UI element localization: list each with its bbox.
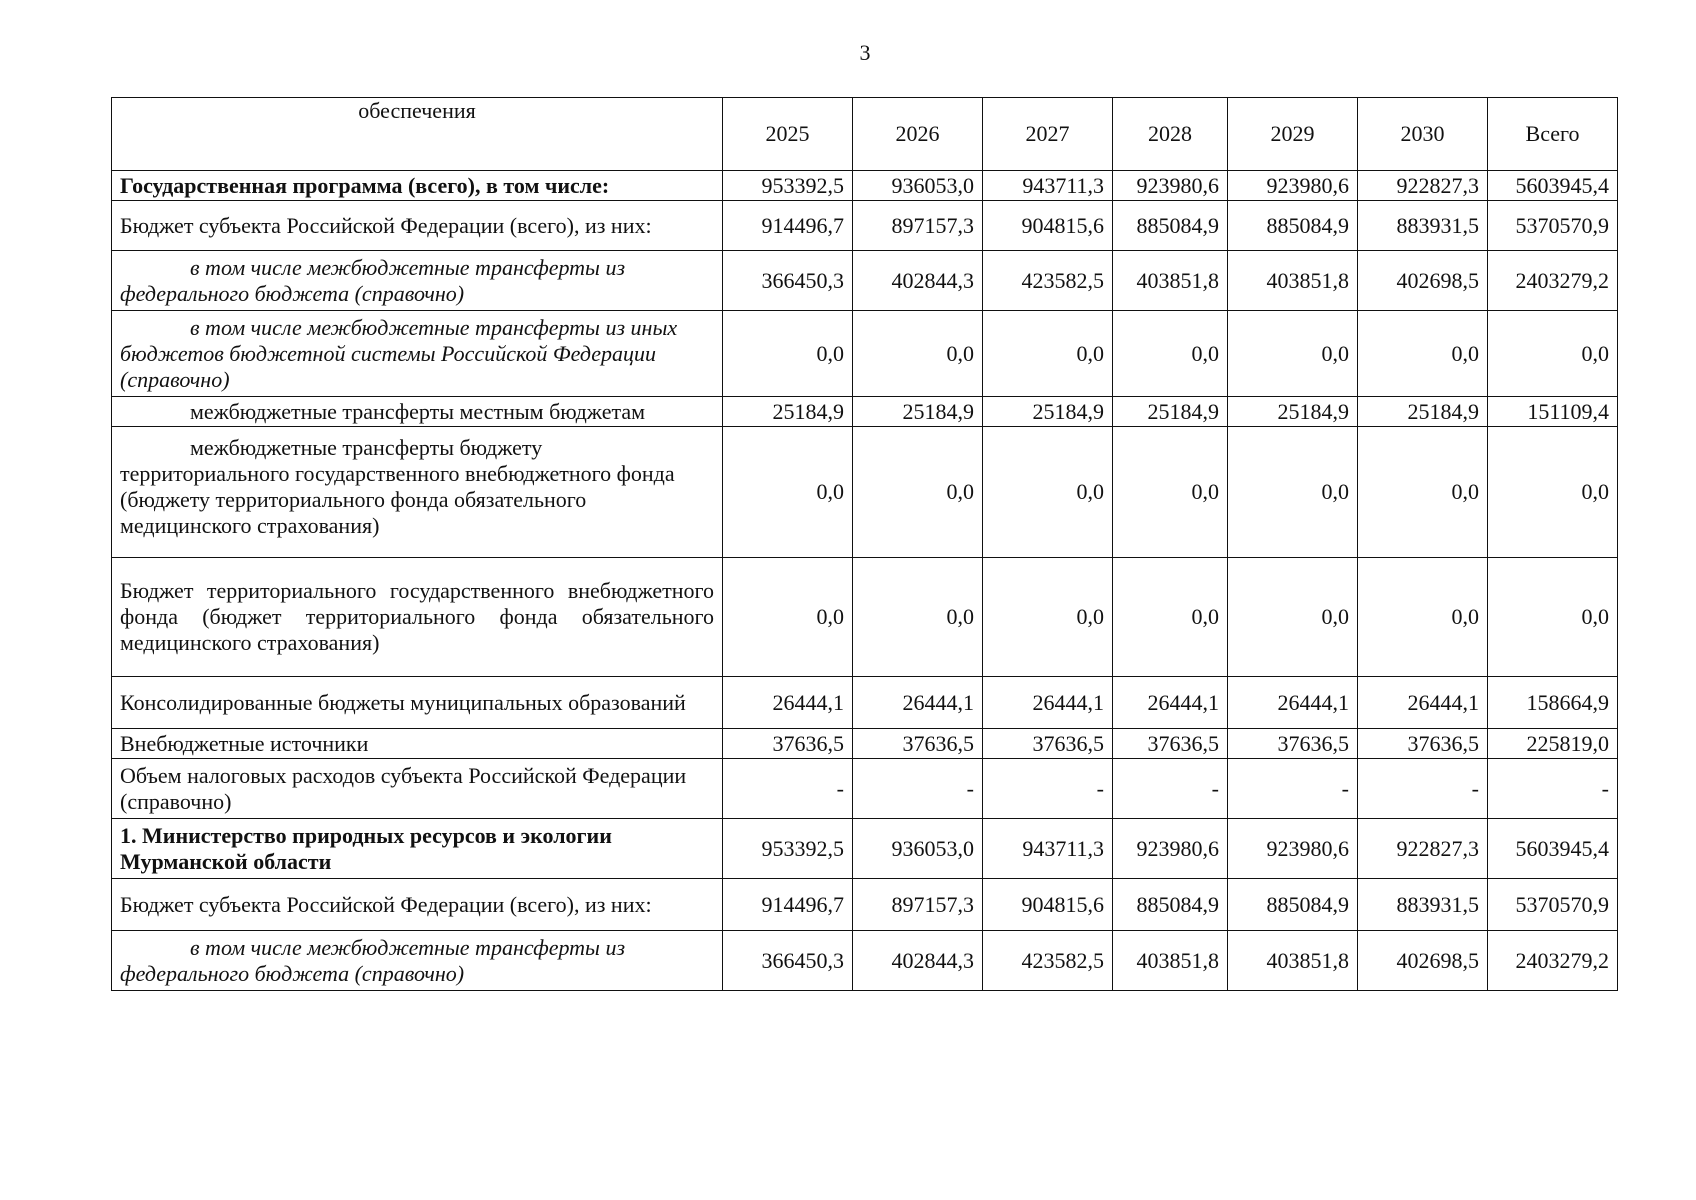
cell-value: 897157,3 (853, 879, 983, 931)
column-header-total: Всего (1488, 98, 1618, 171)
cell-value: 403851,8 (1228, 931, 1358, 991)
cell-value: 0,0 (983, 427, 1113, 558)
cell-value: 402698,5 (1358, 931, 1488, 991)
cell-value: 914496,7 (723, 201, 853, 251)
cell-total: 225819,0 (1488, 729, 1618, 759)
cell-value: - (723, 759, 853, 819)
cell-total: 5603945,4 (1488, 171, 1618, 201)
cell-value: - (1113, 759, 1228, 819)
cell-value: 402698,5 (1358, 251, 1488, 311)
cell-value: 0,0 (1228, 558, 1358, 677)
cell-value: 885084,9 (1228, 879, 1358, 931)
cell-value: 0,0 (1113, 311, 1228, 397)
cell-total: 0,0 (1488, 558, 1618, 677)
cell-value: 897157,3 (853, 201, 983, 251)
table-header-row (112, 98, 1618, 171)
cell-value: 0,0 (1358, 558, 1488, 677)
cell-value: 366450,3 (723, 931, 853, 991)
column-header-source: обеспечения (112, 98, 723, 171)
cell-value: 25184,9 (723, 397, 853, 427)
cell-value: 26444,1 (723, 677, 853, 729)
page-number: 3 (859, 40, 871, 65)
cell-value: 0,0 (853, 311, 983, 397)
cell-value: - (853, 759, 983, 819)
row-label: Внебюджетные источники (112, 729, 723, 759)
cell-value: 0,0 (1358, 427, 1488, 558)
cell-value: 0,0 (983, 558, 1113, 677)
cell-value: 923980,6 (1113, 171, 1228, 201)
cell-total: - (1488, 759, 1618, 819)
cell-value: 923980,6 (1228, 819, 1358, 879)
row-label: Консолидированные бюджеты муниципальных образований (112, 677, 723, 729)
row-label: Объем налоговых расходов субъекта Российской Федерации (справочно) (112, 759, 723, 819)
row-label: в том числе межбюджетные трансферты из федерального бюджета (справочно) (112, 251, 723, 311)
cell-value: 904815,6 (983, 201, 1113, 251)
cell-value: 914496,7 (723, 879, 853, 931)
cell-value: 26444,1 (1228, 677, 1358, 729)
table-row (112, 427, 1618, 558)
cell-value: 883931,5 (1358, 879, 1488, 931)
cell-value: 402844,3 (853, 251, 983, 311)
row-label: в том числе межбюджетные трансферты из иных бюджетов бюджетной системы Российской Федерации (справочно) (112, 311, 723, 397)
cell-value: 943711,3 (983, 819, 1113, 879)
table-row (112, 879, 1618, 931)
table-row (112, 759, 1618, 819)
column-header-2026: 2026 (853, 98, 983, 171)
table-row (112, 819, 1618, 879)
cell-value: 402844,3 (853, 931, 983, 991)
cell-value: 0,0 (1113, 427, 1228, 558)
cell-value: 0,0 (1358, 311, 1488, 397)
cell-value: 0,0 (1228, 311, 1358, 397)
cell-value: 26444,1 (1113, 677, 1228, 729)
cell-value: 25184,9 (983, 397, 1113, 427)
column-header-2030: 2030 (1358, 98, 1488, 171)
cell-value: - (1358, 759, 1488, 819)
column-header-2029: 2029 (1228, 98, 1358, 171)
cell-value: 25184,9 (1113, 397, 1228, 427)
cell-value: 885084,9 (1228, 201, 1358, 251)
column-header-2027: 2027 (983, 98, 1113, 171)
column-header-2025: 2025 (723, 98, 853, 171)
table-row (112, 558, 1618, 677)
row-label: межбюджетные трансферты бюджету территориального государственного внебюджетного фонда (бюджету территориального фонда обязательного медицинского страхования) (112, 427, 723, 558)
row-label: 1. Министерство природных ресурсов и экологии Мурманской области (112, 819, 723, 879)
cell-value: 37636,5 (983, 729, 1113, 759)
cell-value: 936053,0 (853, 819, 983, 879)
cell-total: 0,0 (1488, 311, 1618, 397)
row-label: Бюджет субъекта Российской Федерации (всего), из них: (112, 879, 723, 931)
cell-value: - (983, 759, 1113, 819)
cell-value: 25184,9 (1228, 397, 1358, 427)
cell-value: 936053,0 (853, 171, 983, 201)
cell-value: 923980,6 (1228, 171, 1358, 201)
cell-value: 0,0 (1113, 558, 1228, 677)
cell-total: 158664,9 (1488, 677, 1618, 729)
table-row (112, 729, 1618, 759)
cell-value: 922827,3 (1358, 819, 1488, 879)
cell-value: 953392,5 (723, 171, 853, 201)
cell-total: 5603945,4 (1488, 819, 1618, 879)
cell-value: 25184,9 (853, 397, 983, 427)
row-label: Государственная программа (всего), в том числе: (112, 171, 723, 201)
cell-value: 885084,9 (1113, 201, 1228, 251)
cell-value: 943711,3 (983, 171, 1113, 201)
column-header-2028: 2028 (1113, 98, 1228, 171)
cell-value: 0,0 (723, 558, 853, 677)
cell-value: 923980,6 (1113, 819, 1228, 879)
cell-total: 151109,4 (1488, 397, 1618, 427)
cell-value: 26444,1 (853, 677, 983, 729)
row-label: в том числе межбюджетные трансферты из федерального бюджета (справочно) (112, 931, 723, 991)
cell-value: 0,0 (853, 427, 983, 558)
cell-value: 403851,8 (1113, 251, 1228, 311)
cell-value: 37636,5 (1228, 729, 1358, 759)
cell-total: 5370570,9 (1488, 879, 1618, 931)
table-row (112, 311, 1618, 397)
cell-value: 0,0 (723, 427, 853, 558)
cell-total: 0,0 (1488, 427, 1618, 558)
cell-value: - (1228, 759, 1358, 819)
cell-value: 37636,5 (853, 729, 983, 759)
row-label: Бюджет территориального государственного внебюджетного фонда (бюджет территориального фонда обязательного медицинского страхования) (112, 558, 723, 677)
cell-value: 423582,5 (983, 251, 1113, 311)
cell-value: 366450,3 (723, 251, 853, 311)
table-row (112, 171, 1618, 201)
table-row (112, 251, 1618, 311)
cell-value: 37636,5 (723, 729, 853, 759)
cell-value: 26444,1 (983, 677, 1113, 729)
cell-value: 953392,5 (723, 819, 853, 879)
budget-table (111, 97, 1618, 991)
cell-value: 37636,5 (1358, 729, 1488, 759)
table-row (112, 201, 1618, 251)
cell-total: 2403279,2 (1488, 251, 1618, 311)
cell-value: 0,0 (983, 311, 1113, 397)
cell-value: 922827,3 (1358, 171, 1488, 201)
cell-value: 25184,9 (1358, 397, 1488, 427)
table-row (112, 931, 1618, 991)
cell-value: 403851,8 (1113, 931, 1228, 991)
row-label: межбюджетные трансферты местным бюджетам (112, 397, 723, 427)
cell-total: 2403279,2 (1488, 931, 1618, 991)
cell-value: 885084,9 (1113, 879, 1228, 931)
row-label: Бюджет субъекта Российской Федерации (всего), из них: (112, 201, 723, 251)
cell-value: 37636,5 (1113, 729, 1228, 759)
cell-value: 403851,8 (1228, 251, 1358, 311)
cell-value: 0,0 (853, 558, 983, 677)
cell-value: 423582,5 (983, 931, 1113, 991)
cell-total: 5370570,9 (1488, 201, 1618, 251)
cell-value: 26444,1 (1358, 677, 1488, 729)
table-row (112, 397, 1618, 427)
table-row (112, 677, 1618, 729)
cell-value: 0,0 (1228, 427, 1358, 558)
cell-value: 0,0 (723, 311, 853, 397)
cell-value: 904815,6 (983, 879, 1113, 931)
cell-value: 883931,5 (1358, 201, 1488, 251)
